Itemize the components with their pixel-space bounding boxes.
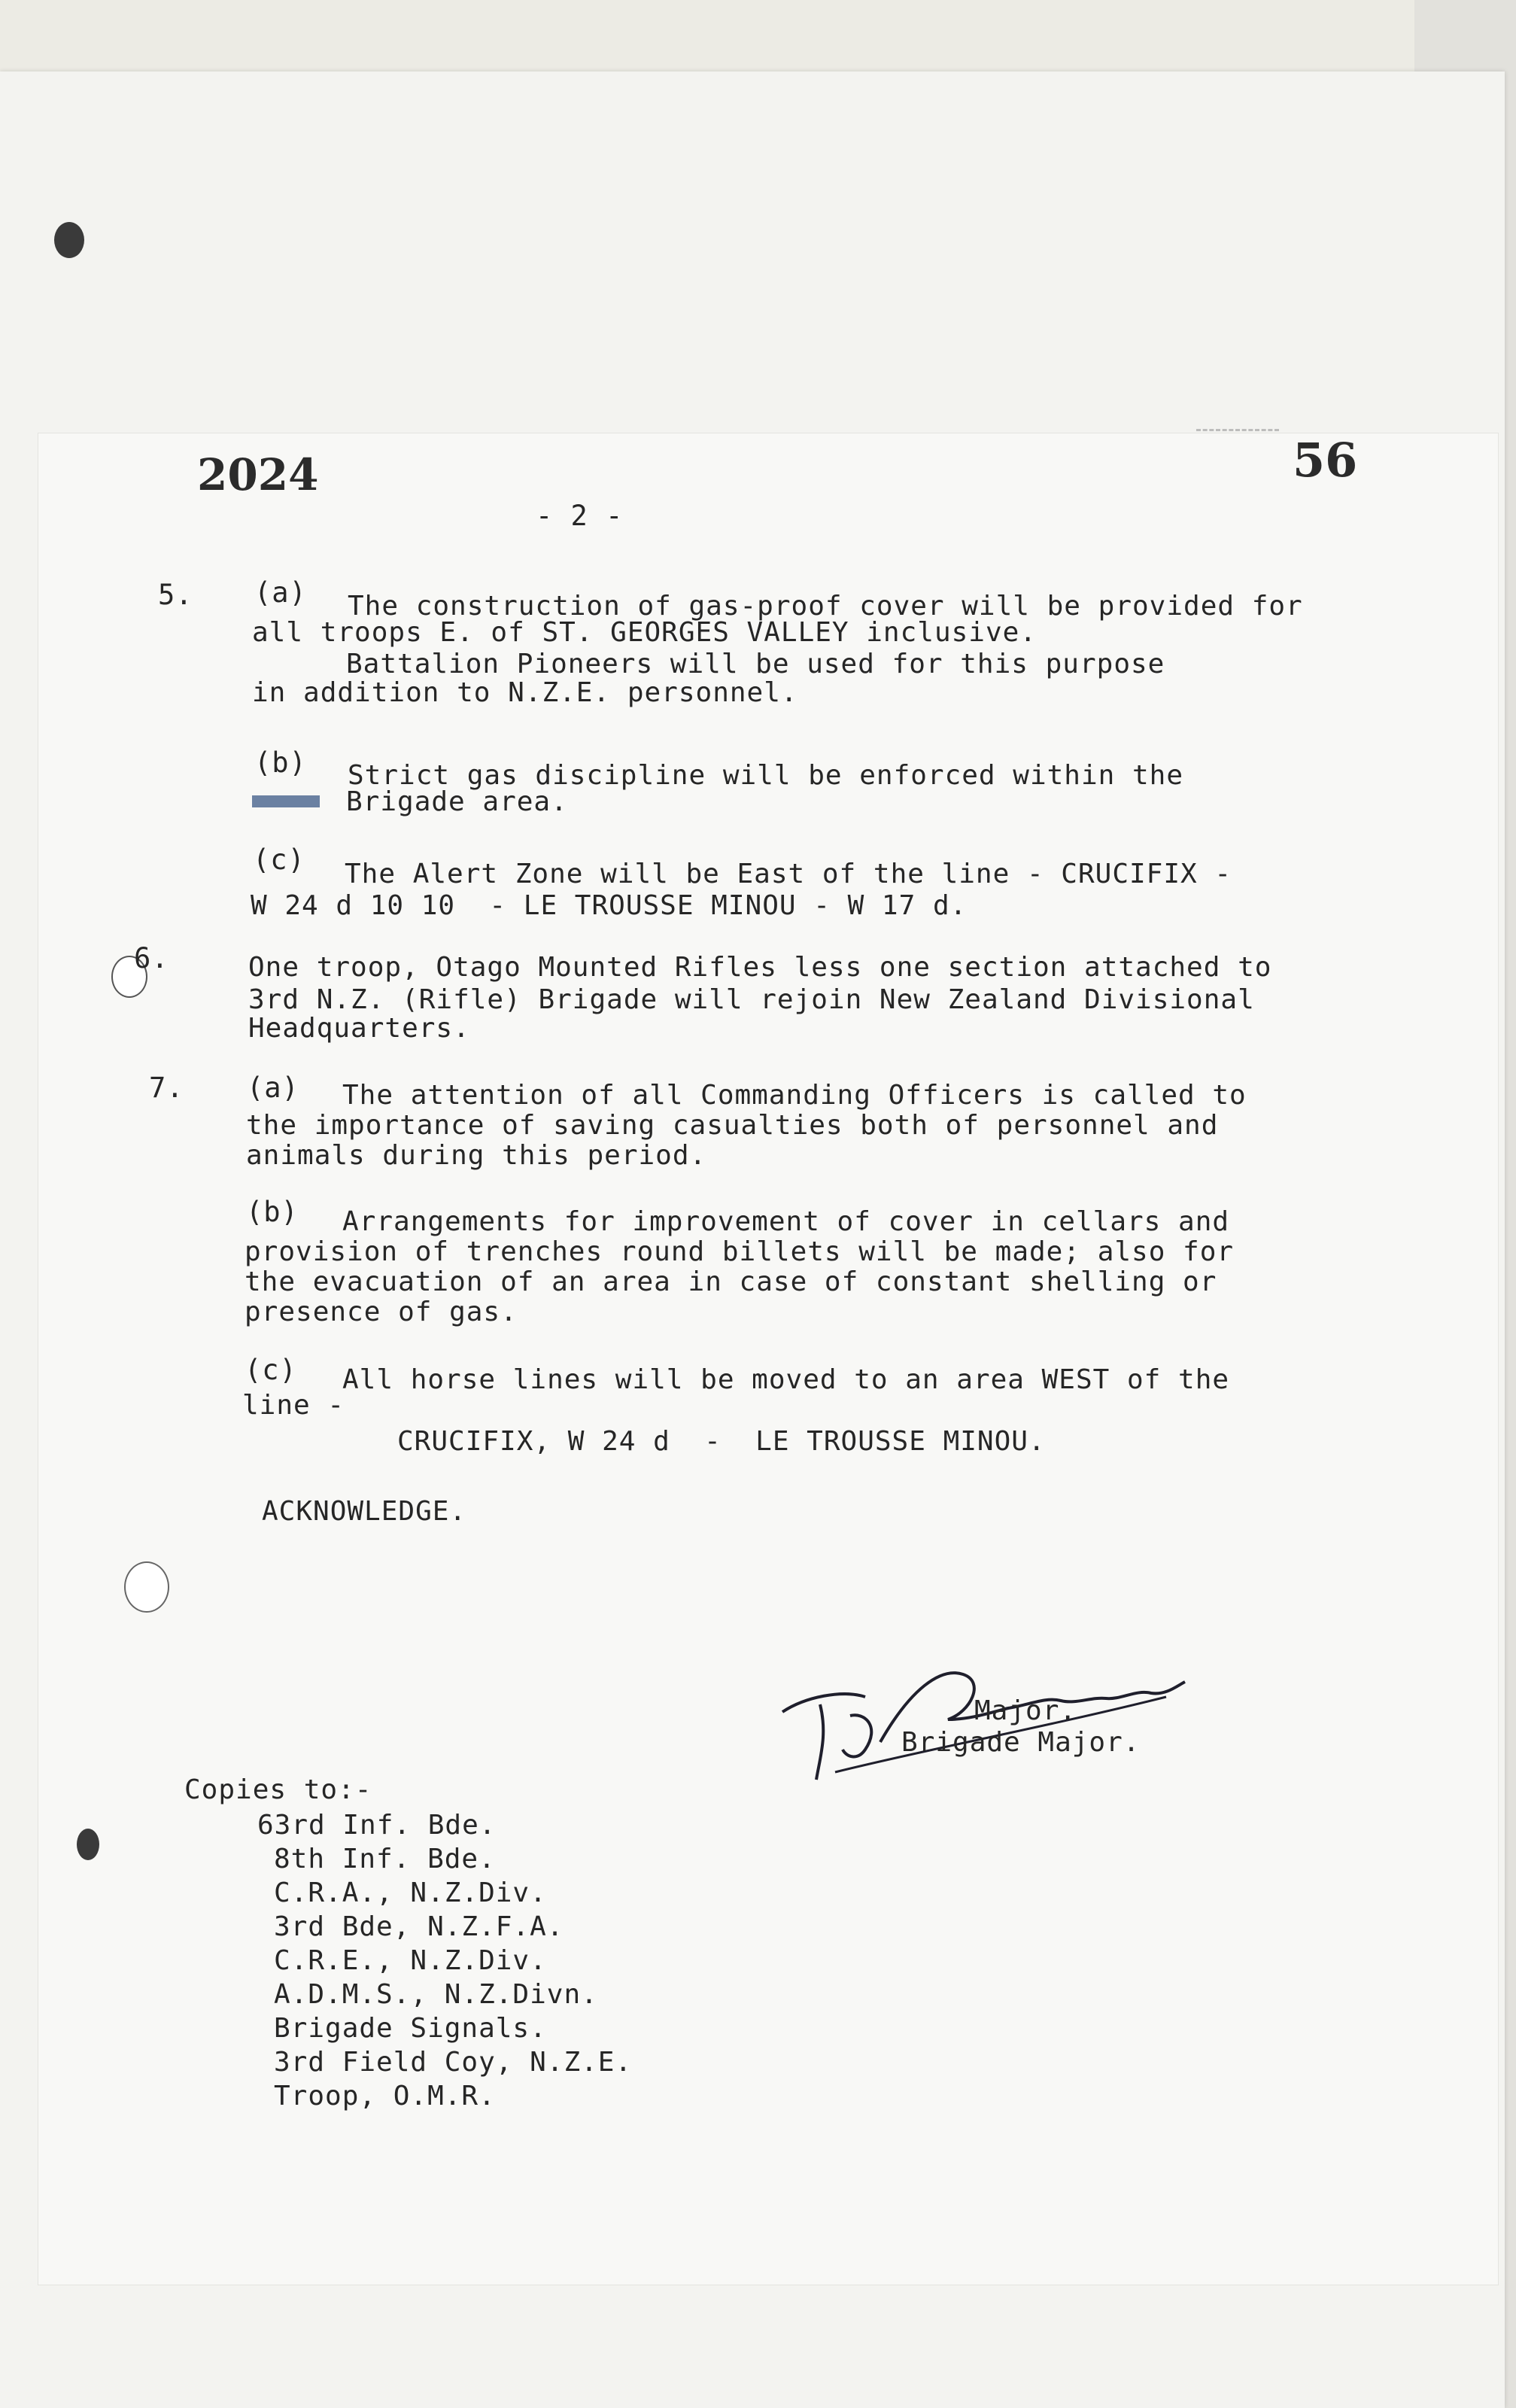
para7b-label: (b) [246,1196,299,1228]
document-number: 2024 [197,449,319,500]
para5c-line1: The Alert Zone will be East of the line - CRUCIFIX - [345,859,1232,889]
para6-number: 6. [134,942,169,974]
para6-line1: One troop, Otago Mounted Rifles less one section attached to [248,952,1272,983]
signoff-rank: Major. [974,1695,1077,1726]
copies-item: 3rd Bde, N.Z.F.A. [274,1911,564,1942]
para5c-label: (c) [253,844,305,876]
para7a-label: (a) [247,1072,299,1104]
para5b-line1: Strict gas discipline will be enforced within the [348,760,1184,791]
document-page [0,71,1505,2408]
para7c-line3: CRUCIFIX, W 24 d - LE TROUSSE MINOU. [397,1426,1046,1457]
para7-number: 7. [149,1072,184,1104]
para6-line2: 3rd N.Z. (Rifle) Brigade will rejoin New Zealand Divisional [248,984,1255,1015]
copies-item: Troop, O.M.R. [274,2081,496,2112]
copies-item: C.R.A., N.Z.Div. [274,1877,547,1908]
para7a-line1: The attention of all Commanding Officers is called to [342,1080,1247,1111]
para5a-line3: Battalion Pioneers will be used for this purpose [346,649,1165,680]
punch-hole [77,1829,99,1860]
para7c-label: (c) [245,1354,297,1386]
struck-out-text [252,795,320,807]
punch-hole [124,1561,169,1613]
para5a-line2: all troops E. of ST. GEORGES VALLEY inclusive. [252,617,1037,648]
para7a-line2: the importance of saving casualties both of personnel and [246,1110,1219,1141]
para7b-line1: Arrangements for improvement of cover in cellars and [342,1206,1230,1237]
para6-line3: Headquarters. [248,1013,470,1044]
acknowledge: ACKNOWLEDGE. [262,1496,467,1527]
para7b-line2: provision of trenches round billets will be made; also for [245,1236,1235,1267]
para7a-line3: animals during this period. [246,1140,707,1171]
faint-stamp [1196,429,1279,473]
para5b-line2: Brigade area. [346,786,568,817]
para5a-line1: The construction of gas-proof cover will be provided for [348,591,1303,622]
folio-number: 56 [1293,433,1358,488]
copies-item: 3rd Field Coy, N.Z.E. [274,2047,633,2078]
para7b-line3: the evacuation of an area in case of constant shelling or [245,1266,1217,1297]
page-marker: - 2 - [536,500,624,532]
copies-item: C.R.E., N.Z.Div. [274,1945,547,1976]
copies-item: A.D.M.S., N.Z.Divn. [274,1979,598,2010]
para5b-label: (b) [254,746,307,779]
punch-hole [54,222,84,258]
para5a-line4: in addition to N.Z.E. personnel. [252,677,798,708]
para5-number: 5. [158,579,193,611]
copies-item: 63rd Inf. Bde. [257,1810,497,1841]
copies-item: 8th Inf. Bde. [274,1844,496,1874]
signoff-title: Brigade Major. [901,1727,1141,1758]
para7c-line1: All horse lines will be moved to an area WEST of the [342,1364,1230,1395]
para5a-label: (a) [254,576,307,609]
para7b-line4: presence of gas. [245,1297,518,1327]
para7c-line2: line - [242,1390,345,1421]
copies-item: Brigade Signals. [274,2013,547,2044]
para5c-line2: W 24 d 10 10 - LE TROUSSE MINOU - W 17 d. [251,890,968,921]
copies-heading: Copies to:- [184,1774,372,1805]
